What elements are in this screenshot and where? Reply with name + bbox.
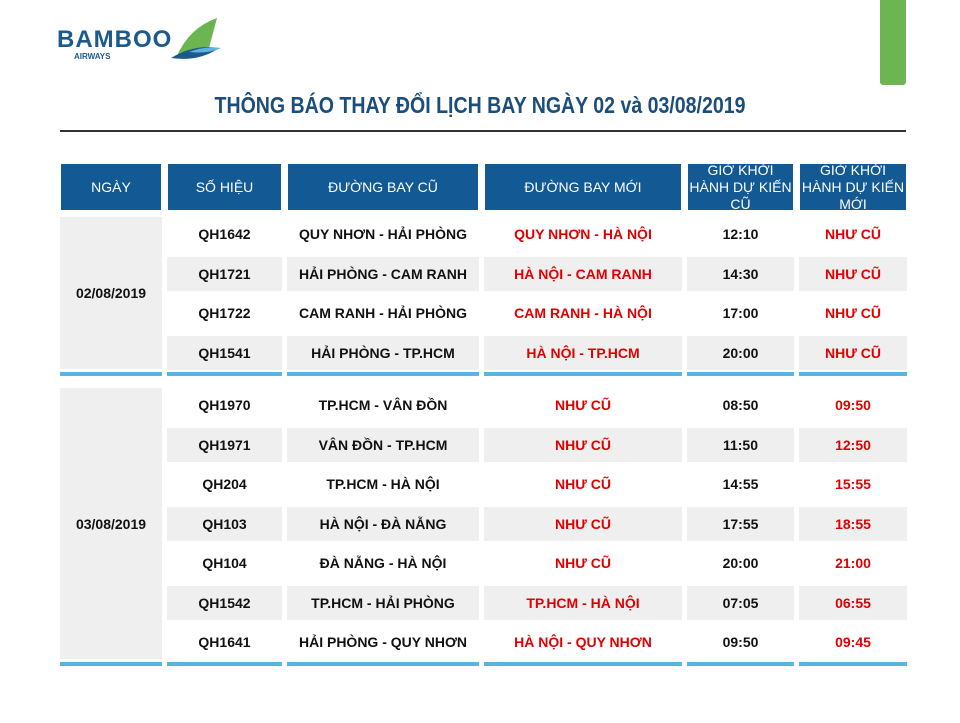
cell-new-time: 21:00 xyxy=(835,555,871,571)
cell-new-route: HÀ NỘI - QUY NHƠN xyxy=(514,634,652,650)
cell-new-route: TP.HCM - HÀ NỘI xyxy=(484,586,682,620)
cell-old-time: 07:05 xyxy=(687,586,794,620)
cell-new-route: HÀ NỘI - TP.HCM xyxy=(484,336,682,370)
cell-new-route: NHƯ CŨ xyxy=(555,397,611,413)
cell-new-time: 09:45 xyxy=(835,634,871,650)
group-separator xyxy=(799,662,907,666)
header-flight: SỐ HIỆU xyxy=(167,163,282,211)
accent-bar xyxy=(880,0,906,85)
group-separator xyxy=(799,372,907,376)
cell-old-route: VÂN ĐỒN - TP.HCM xyxy=(287,428,479,462)
bamboo-airways-logo xyxy=(57,18,227,63)
cell-new-time: 15:55 xyxy=(835,476,871,492)
header-old-time: GIỜ KHỞI HÀNH DỰ KIẾN CŨ xyxy=(687,163,794,211)
cell-flight: QH1542 xyxy=(167,586,282,620)
group-separator xyxy=(687,372,794,376)
header-old-route: ĐƯỜNG BAY CŨ xyxy=(287,163,479,211)
group-separator xyxy=(167,372,282,376)
cell-old-route: CAM RANH - HẢI PHÒNG xyxy=(299,305,467,321)
cell-new-route: NHƯ CŨ xyxy=(555,476,611,492)
title-divider xyxy=(60,130,906,132)
cell-old-time: 08:50 xyxy=(722,397,759,413)
cell-old-route: QUY NHƠN - HẢI PHÒNG xyxy=(298,226,468,242)
cell-new-time: NHƯ CŨ xyxy=(799,336,907,370)
cell-flight: QH1722 xyxy=(198,305,251,321)
group-separator xyxy=(484,662,682,666)
cell-old-route: ĐÀ NẴNG - HÀ NỘI xyxy=(319,555,447,571)
group-separator xyxy=(687,662,794,666)
cell-old-time: 12:10 xyxy=(722,226,759,242)
group-separator xyxy=(287,662,479,666)
page-title: THÔNG BÁO THAY ĐỔI LỊCH BAY NGÀY 02 và 03/08/2019 xyxy=(214,92,746,118)
cell-old-route: HẢI PHÒNG - TP.HCM xyxy=(287,336,479,370)
cell-old-time: 20:00 xyxy=(722,555,759,571)
cell-flight: QH1641 xyxy=(198,634,251,650)
cell-flight: QH1642 xyxy=(198,226,251,242)
cell-old-route: HẢI PHÒNG - CAM RANH xyxy=(287,257,479,291)
cell-flight: QH103 xyxy=(167,507,282,541)
cell-new-route: NHƯ CŨ xyxy=(484,428,682,462)
cell-old-time: 20:00 xyxy=(687,336,794,370)
cell-new-time: NHƯ CŨ xyxy=(799,257,907,291)
cell-new-time: 06:55 xyxy=(799,586,907,620)
cell-old-route: TP.HCM - HÀ NỘI xyxy=(326,476,440,492)
cell-new-route: NHƯ CŨ xyxy=(555,555,611,571)
cell-old-time: 17:00 xyxy=(722,305,759,321)
cell-flight: QH1721 xyxy=(167,257,282,291)
logo-tail-icon xyxy=(169,18,221,60)
date-cell: 02/08/2019 xyxy=(60,217,162,369)
date-cell: 03/08/2019 xyxy=(60,388,162,659)
cell-old-time: 14:55 xyxy=(722,476,759,492)
cell-old-time: 11:50 xyxy=(687,428,794,462)
cell-new-time: 12:50 xyxy=(799,428,907,462)
cell-old-route: TP.HCM - VÂN ĐỒN xyxy=(318,397,448,413)
cell-new-time: 18:55 xyxy=(799,507,907,541)
header-date: NGÀY xyxy=(60,163,162,211)
cell-old-route: HẢI PHÒNG - QUY NHƠN xyxy=(298,634,468,650)
cell-old-time: 17:55 xyxy=(687,507,794,541)
cell-new-route: NHƯ CŨ xyxy=(484,507,682,541)
cell-flight: QH104 xyxy=(202,555,247,571)
cell-old-time: 09:50 xyxy=(722,634,759,650)
cell-new-time: NHƯ CŨ xyxy=(825,305,881,321)
cell-new-route: HÀ NỘI - CAM RANH xyxy=(484,257,682,291)
cell-new-route: CAM RANH - HÀ NỘI xyxy=(514,305,652,321)
cell-flight: QH1970 xyxy=(198,397,251,413)
group-separator xyxy=(60,372,162,376)
cell-old-route: HÀ NỘI - ĐÀ NẴNG xyxy=(287,507,479,541)
cell-flight: QH1971 xyxy=(167,428,282,462)
group-separator xyxy=(484,372,682,376)
cell-flight: QH204 xyxy=(202,476,247,492)
logo-subtext: AIRWAYS xyxy=(74,52,111,61)
cell-old-route: TP.HCM - HẢI PHÒNG xyxy=(287,586,479,620)
cell-old-time: 14:30 xyxy=(687,257,794,291)
header-new-route: ĐƯỜNG BAY MỚI xyxy=(484,163,682,211)
header-new-time: GIỜ KHỞI HÀNH DỰ KIẾN MỚI xyxy=(799,163,907,211)
cell-flight: QH1541 xyxy=(167,336,282,370)
group-separator xyxy=(60,662,162,666)
cell-new-route: QUY NHƠN - HÀ NỘI xyxy=(514,226,652,242)
logo-text: BAMBOO xyxy=(57,26,173,53)
group-separator xyxy=(167,662,282,666)
cell-new-time: NHƯ CŨ xyxy=(825,226,881,242)
cell-new-time: 09:50 xyxy=(835,397,871,413)
group-separator xyxy=(287,372,479,376)
